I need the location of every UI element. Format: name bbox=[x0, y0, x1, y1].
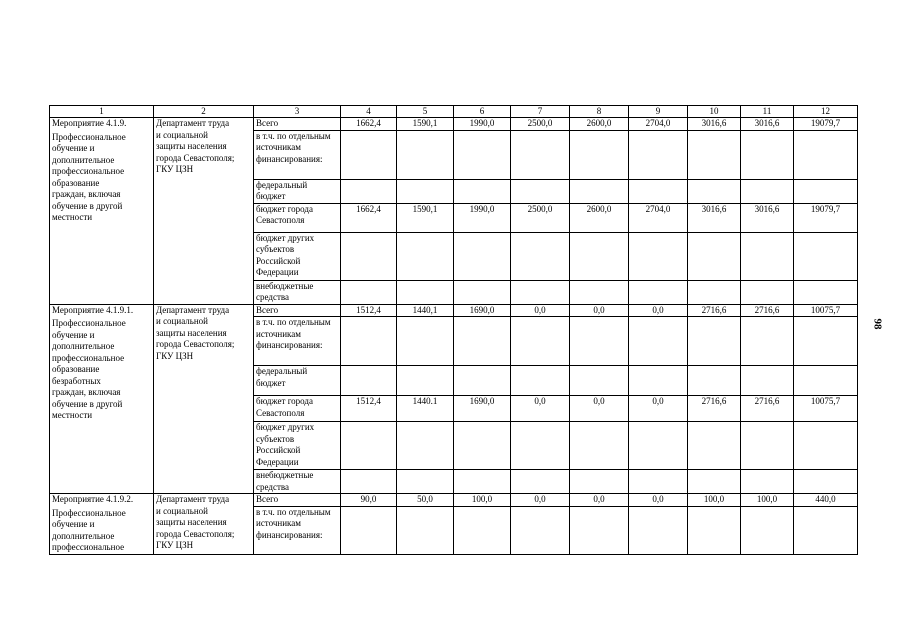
year-value-cell: 1690,0 bbox=[454, 304, 511, 317]
funding-source-cell: бюджет других субъектов Российской Федерации bbox=[254, 422, 341, 470]
year-value-cell bbox=[341, 366, 397, 396]
department-cell bbox=[154, 494, 254, 555]
year-value-cell bbox=[688, 179, 741, 203]
header-cell: 10 bbox=[688, 106, 741, 118]
funding-source-cell: федеральный бюджет bbox=[254, 366, 341, 396]
year-value-cell bbox=[629, 130, 688, 179]
year-value-cell bbox=[341, 317, 397, 366]
funding-source-cell: федеральный бюджет bbox=[254, 179, 341, 203]
year-value-cell: 3016,6 bbox=[741, 118, 794, 131]
year-value-cell bbox=[511, 179, 570, 203]
year-value-cell bbox=[341, 422, 397, 470]
total-value-cell bbox=[794, 422, 858, 470]
year-value-cell: 2500,0 bbox=[511, 118, 570, 131]
year-value-cell: 1590,1 bbox=[397, 203, 454, 232]
measure-description: Профессиональное обучение и дополнительное профессиональное bbox=[52, 507, 126, 552]
year-value-cell: 2716,6 bbox=[741, 396, 794, 422]
year-value-cell bbox=[341, 280, 397, 304]
year-value-cell bbox=[688, 232, 741, 280]
header-cell: 3 bbox=[254, 106, 341, 118]
header-cell: 4 bbox=[341, 106, 397, 118]
year-value-cell bbox=[570, 366, 629, 396]
year-value-cell: 50,0 bbox=[397, 494, 454, 507]
year-value-cell: 3016,6 bbox=[688, 118, 741, 131]
funding-source-cell: внебюджетные средства bbox=[254, 280, 341, 304]
department-text: Департамент труда и социальной защиты населения города Севастополя; ГКУ ЦЗН bbox=[156, 304, 235, 361]
header-cell: 7 bbox=[511, 106, 570, 118]
department-text: Департамент труда и социальной защиты населения города Севастополя; ГКУ ЦЗН bbox=[156, 494, 235, 550]
year-value-cell: 1590,1 bbox=[397, 118, 454, 131]
year-value-cell: 1440,1 bbox=[397, 304, 454, 317]
header-cell: 6 bbox=[454, 106, 511, 118]
header-cell: 9 bbox=[629, 106, 688, 118]
year-value-cell: 3016,6 bbox=[741, 203, 794, 232]
year-value-cell bbox=[341, 232, 397, 280]
funding-source-cell: в т.ч. по отдельным источникам финансирования: bbox=[254, 506, 341, 554]
year-value-cell bbox=[570, 506, 629, 554]
year-value-cell: 0,0 bbox=[570, 494, 629, 507]
header-row bbox=[50, 106, 858, 118]
year-value-cell bbox=[397, 317, 454, 366]
year-value-cell bbox=[688, 422, 741, 470]
year-value-cell bbox=[629, 470, 688, 494]
year-value-cell: 2716,6 bbox=[688, 396, 741, 422]
year-value-cell bbox=[397, 179, 454, 203]
header-cell: 2 bbox=[154, 106, 254, 118]
year-value-cell bbox=[688, 366, 741, 396]
year-value-cell bbox=[741, 470, 794, 494]
year-value-cell: 1990,0 bbox=[454, 118, 511, 131]
total-value-cell: 10075,7 bbox=[794, 304, 858, 317]
year-value-cell bbox=[397, 506, 454, 554]
year-value-cell bbox=[629, 317, 688, 366]
total-value-cell bbox=[794, 506, 858, 554]
funding-source-cell: бюджет других субъектов Российской Федерации bbox=[254, 232, 341, 280]
year-value-cell: 2600,0 bbox=[570, 203, 629, 232]
year-value-cell: 0,0 bbox=[570, 304, 629, 317]
table-row bbox=[50, 304, 858, 317]
header-cell: 12 bbox=[794, 106, 858, 118]
measure-description: Профессиональное обучение и дополнительное профессиональное образование граждан, включая обучение в другой местности bbox=[52, 131, 126, 222]
year-value-cell bbox=[688, 130, 741, 179]
year-value-cell: 2704,0 bbox=[629, 118, 688, 131]
year-value-cell bbox=[570, 317, 629, 366]
year-value-cell bbox=[570, 232, 629, 280]
department-cell bbox=[154, 118, 254, 305]
total-value-cell bbox=[794, 366, 858, 396]
year-value-cell bbox=[570, 470, 629, 494]
header-cell: 1 bbox=[50, 106, 154, 118]
year-value-cell bbox=[688, 470, 741, 494]
total-value-cell bbox=[794, 280, 858, 304]
year-value-cell: 1512,4 bbox=[341, 396, 397, 422]
year-value-cell bbox=[511, 422, 570, 470]
year-value-cell bbox=[341, 470, 397, 494]
year-value-cell bbox=[511, 232, 570, 280]
year-value-cell bbox=[341, 130, 397, 179]
measure-cell bbox=[50, 118, 154, 305]
year-value-cell bbox=[688, 317, 741, 366]
year-value-cell bbox=[741, 366, 794, 396]
year-value-cell: 1512,4 bbox=[341, 304, 397, 317]
department-text: Департамент труда и социальной защиты населения города Севастополя; ГКУ ЦЗН bbox=[156, 118, 235, 174]
year-value-cell bbox=[741, 232, 794, 280]
total-value-cell: 19079,7 bbox=[794, 118, 858, 131]
year-value-cell bbox=[454, 506, 511, 554]
year-value-cell bbox=[741, 179, 794, 203]
year-value-cell: 2500,0 bbox=[511, 203, 570, 232]
year-value-cell bbox=[397, 280, 454, 304]
measure-title: Мероприятие 4.1.9.1. bbox=[52, 304, 134, 315]
funding-source-cell: в т.ч. по отдельным источникам финансирования: bbox=[254, 317, 341, 366]
year-value-cell: 2716,6 bbox=[741, 304, 794, 317]
year-value-cell bbox=[397, 422, 454, 470]
total-value-cell bbox=[794, 179, 858, 203]
year-value-cell bbox=[511, 506, 570, 554]
year-value-cell: 1662,4 bbox=[341, 203, 397, 232]
year-value-cell: 100,0 bbox=[688, 494, 741, 507]
year-value-cell: 0,0 bbox=[629, 304, 688, 317]
funding-source-cell: Всего bbox=[254, 118, 341, 131]
funding-source-cell: Всего bbox=[254, 304, 341, 317]
year-value-cell bbox=[341, 179, 397, 203]
year-value-cell bbox=[629, 280, 688, 304]
year-value-cell bbox=[454, 422, 511, 470]
measure-title: Мероприятие 4.1.9. bbox=[52, 118, 127, 128]
year-value-cell: 2716,6 bbox=[688, 304, 741, 317]
year-value-cell: 100,0 bbox=[454, 494, 511, 507]
year-value-cell bbox=[511, 130, 570, 179]
year-value-cell: 90,0 bbox=[341, 494, 397, 507]
year-value-cell: 0,0 bbox=[629, 396, 688, 422]
year-value-cell bbox=[454, 470, 511, 494]
year-value-cell bbox=[397, 366, 454, 396]
year-value-cell bbox=[397, 470, 454, 494]
year-value-cell bbox=[454, 317, 511, 366]
total-value-cell: 440,0 bbox=[794, 494, 858, 507]
year-value-cell: 3016,6 bbox=[688, 203, 741, 232]
year-value-cell bbox=[629, 422, 688, 470]
year-value-cell: 1440.1 bbox=[397, 396, 454, 422]
year-value-cell bbox=[454, 366, 511, 396]
year-value-cell: 1662,4 bbox=[341, 118, 397, 131]
year-value-cell bbox=[454, 280, 511, 304]
year-value-cell: 0,0 bbox=[511, 396, 570, 422]
total-value-cell bbox=[794, 130, 858, 179]
total-value-cell: 19079,7 bbox=[794, 203, 858, 232]
total-value-cell bbox=[794, 470, 858, 494]
year-value-cell bbox=[511, 470, 570, 494]
year-value-cell bbox=[454, 130, 511, 179]
funding-source-cell: в т.ч. по отдельным источникам финансирования: bbox=[254, 130, 341, 179]
year-value-cell bbox=[454, 179, 511, 203]
table-row bbox=[50, 118, 858, 131]
funding-source-cell: внебюджетные средства bbox=[254, 470, 341, 494]
year-value-cell bbox=[397, 130, 454, 179]
total-value-cell bbox=[794, 317, 858, 366]
header-cell: 5 bbox=[397, 106, 454, 118]
year-value-cell bbox=[741, 317, 794, 366]
measure-cell bbox=[50, 494, 154, 555]
year-value-cell bbox=[511, 317, 570, 366]
header-cell: 11 bbox=[741, 106, 794, 118]
page-number: 98 bbox=[871, 318, 884, 330]
measure-title: Мероприятие 4.1.9.2. bbox=[52, 494, 134, 504]
year-value-cell bbox=[570, 179, 629, 203]
total-value-cell bbox=[794, 232, 858, 280]
year-value-cell bbox=[570, 130, 629, 179]
year-value-cell: 1690,0 bbox=[454, 396, 511, 422]
budget-table bbox=[49, 105, 858, 555]
year-value-cell bbox=[741, 506, 794, 554]
year-value-cell bbox=[629, 506, 688, 554]
year-value-cell bbox=[454, 232, 511, 280]
measure-description: Профессиональное обучение и дополнительное профессиональное образование безработных граждан, включая обучение в другой местности bbox=[52, 318, 126, 420]
funding-source-cell: бюджет города Севастополя bbox=[254, 203, 341, 232]
year-value-cell bbox=[511, 366, 570, 396]
year-value-cell bbox=[511, 280, 570, 304]
year-value-cell bbox=[397, 232, 454, 280]
year-value-cell bbox=[629, 179, 688, 203]
measure-cell bbox=[50, 304, 154, 494]
funding-source-cell: бюджет города Севастополя bbox=[254, 396, 341, 422]
year-value-cell bbox=[629, 366, 688, 396]
department-cell bbox=[154, 304, 254, 494]
total-value-cell: 10075,7 bbox=[794, 396, 858, 422]
year-value-cell: 2600,0 bbox=[570, 118, 629, 131]
year-value-cell: 1990,0 bbox=[454, 203, 511, 232]
year-value-cell bbox=[629, 232, 688, 280]
table-row bbox=[50, 494, 858, 507]
year-value-cell: 0,0 bbox=[629, 494, 688, 507]
funding-source-cell: Всего bbox=[254, 494, 341, 507]
year-value-cell bbox=[341, 506, 397, 554]
year-value-cell bbox=[741, 422, 794, 470]
year-value-cell: 100,0 bbox=[741, 494, 794, 507]
year-value-cell bbox=[741, 280, 794, 304]
year-value-cell: 0,0 bbox=[570, 396, 629, 422]
year-value-cell bbox=[688, 280, 741, 304]
year-value-cell: 0,0 bbox=[511, 304, 570, 317]
year-value-cell bbox=[688, 506, 741, 554]
year-value-cell: 2704,0 bbox=[629, 203, 688, 232]
year-value-cell bbox=[570, 422, 629, 470]
header-cell: 8 bbox=[570, 106, 629, 118]
year-value-cell bbox=[741, 130, 794, 179]
year-value-cell: 0,0 bbox=[511, 494, 570, 507]
year-value-cell bbox=[570, 280, 629, 304]
table-body bbox=[50, 106, 858, 555]
